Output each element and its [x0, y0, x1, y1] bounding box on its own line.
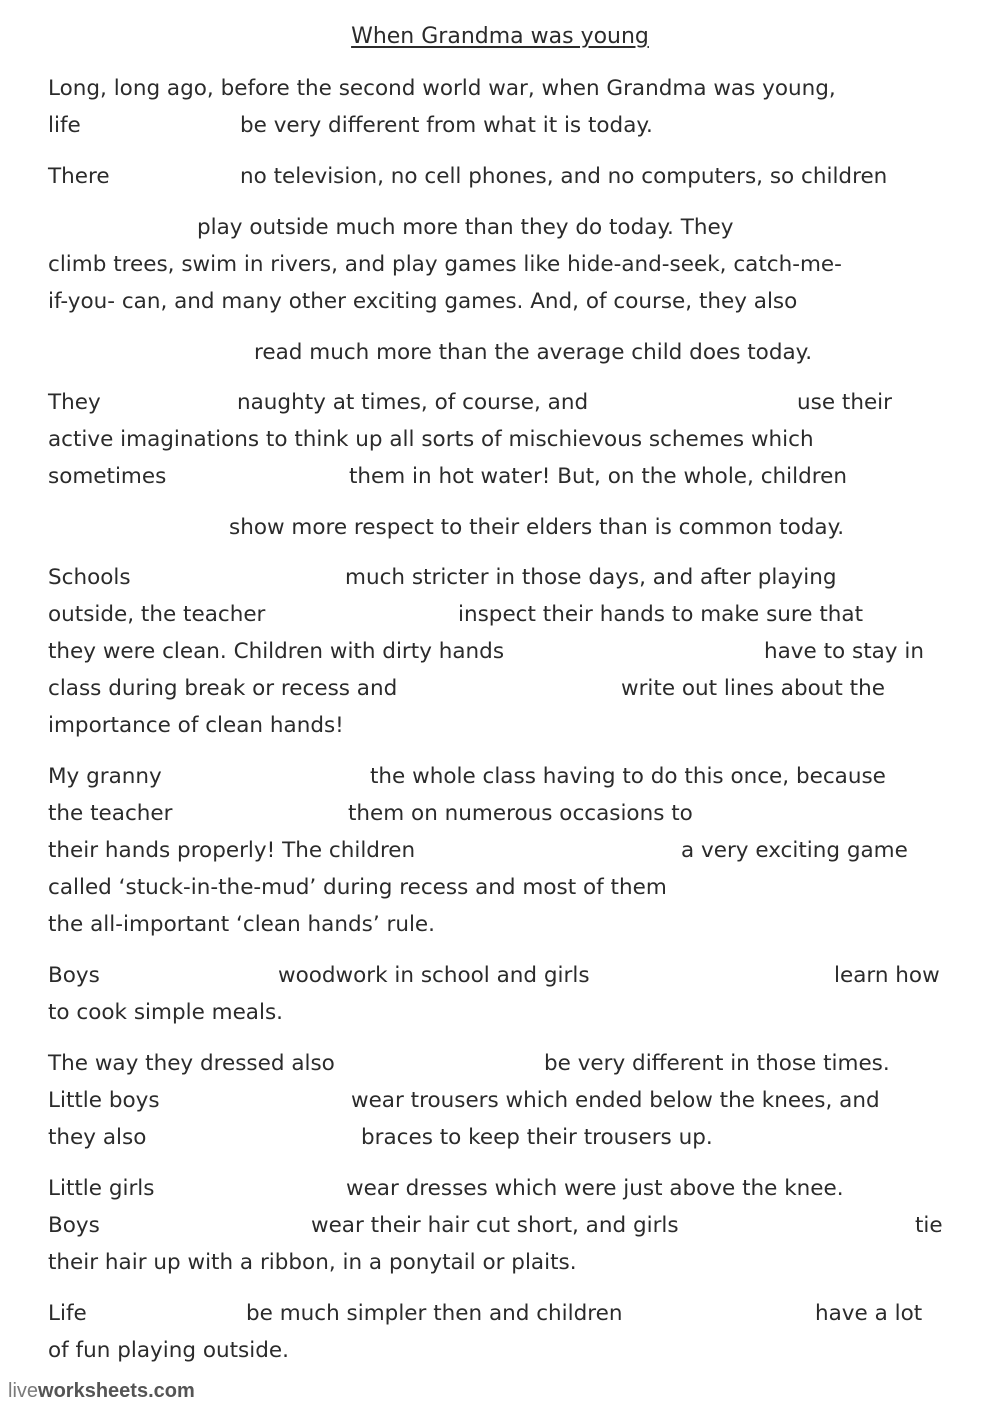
text-segment: they were clean. Children with dirty hands [48, 639, 505, 664]
answer-blank-15[interactable] [190, 796, 346, 834]
text-segment: the whole class having to do this once, because [370, 764, 886, 789]
text-line: read much more than the average child does today. [254, 340, 813, 365]
answer-blank-5[interactable] [48, 335, 252, 373]
text-segment: have a lot [815, 1301, 923, 1326]
logo-text-light: live [8, 1380, 39, 1402]
text-segment: class during break or recess and [48, 676, 398, 701]
text-segment: use their [797, 390, 892, 415]
text-segment: inspect their hands to make sure that [458, 602, 864, 627]
text-segment: wear their hair cut short, and girls [311, 1213, 679, 1238]
text-segment: life [48, 113, 81, 138]
answer-blank-22[interactable] [176, 1083, 348, 1121]
text-segment: Boys [48, 963, 100, 988]
answer-blank-19[interactable] [108, 958, 276, 996]
text-line: play outside much more than they do today. They [197, 215, 734, 240]
answer-blank-7[interactable] [628, 385, 796, 423]
text-segment: much stricter in those days, and after playing [345, 565, 837, 590]
answer-blank-17[interactable] [456, 833, 678, 871]
text-segment: sometimes [48, 464, 167, 489]
answer-blank-21[interactable] [368, 1046, 542, 1084]
text-segment: their hands properly! The children [48, 838, 416, 863]
text-segment: be very different from what it is today. [240, 113, 653, 138]
answer-blank-23[interactable] [160, 1120, 358, 1158]
answer-blank-13[interactable] [438, 671, 618, 709]
text-line: show more respect to their elders than is common today. [229, 515, 845, 540]
text-line: the all-important ‘clean hands’ rule. [48, 912, 435, 937]
text-line: of fun playing outside. [48, 1338, 289, 1363]
text-segment: no television, no cell phones, and no computers, so children [240, 164, 888, 189]
text-line: if-you- can, and many other exciting games. And, of course, they also [48, 289, 798, 314]
answer-blank-1[interactable] [92, 108, 238, 146]
text-segment: the teacher [48, 801, 173, 826]
text-segment: Little boys [48, 1088, 160, 1113]
answer-blank-6[interactable] [110, 385, 236, 423]
text-line: to cook simple meals. [48, 1000, 283, 1025]
logo-text-bold: worksheets [38, 1380, 149, 1402]
answer-blank-4[interactable] [792, 210, 956, 248]
text-segment: tie [915, 1213, 943, 1238]
answer-blank-18[interactable] [734, 870, 938, 908]
answer-blank-2[interactable] [120, 159, 238, 197]
answer-blank-25[interactable] [108, 1208, 308, 1246]
answer-blank-28[interactable] [664, 1296, 814, 1334]
answer-blank-27[interactable] [94, 1296, 244, 1334]
page-title: When Grandma was young [351, 24, 649, 49]
text-segment: Life [48, 1301, 87, 1326]
liveworksheets-logo [8, 1380, 195, 1403]
text-segment: a very exciting game [681, 838, 908, 863]
answer-blank-14[interactable] [178, 759, 368, 797]
text-line: called ‘stuck-in-the-mud’ during recess and most of them [48, 875, 667, 900]
text-line: climb trees, swim in rivers, and play games like hide-and-seek, catch-me- [48, 252, 842, 277]
text-segment: learn how [834, 963, 940, 988]
text-line: importance of clean hands! [48, 713, 344, 738]
answer-blank-20[interactable] [626, 958, 832, 996]
answer-blank-24[interactable] [170, 1171, 344, 1209]
answer-blank-10[interactable] [144, 560, 344, 598]
text-segment: be very different in those times. [544, 1051, 890, 1076]
logo-text-suffix: .com [148, 1380, 195, 1402]
text-segment: outside, the teacher [48, 602, 266, 627]
text-segment: they also [48, 1125, 147, 1150]
text-segment: wear trousers which ended below the knees, and [351, 1088, 880, 1113]
text-line: their hair up with a ribbon, in a ponytail or plaits. [48, 1250, 577, 1275]
text-segment: The way they dressed also [48, 1051, 335, 1076]
text-segment: write out lines about the [621, 676, 885, 701]
text-line: Long, long ago, before the second world war, when Grandma was young, [48, 76, 836, 101]
text-segment: Little girls [48, 1176, 155, 1201]
text-segment: woodwork in school and girls [278, 963, 590, 988]
text-segment: naughty at times, of course, and [237, 390, 589, 415]
text-segment: My granny [48, 764, 162, 789]
text-segment: braces to keep their trousers up. [361, 1125, 713, 1150]
text-line: active imaginations to think up all sorts of mischievous schemes which [48, 427, 814, 452]
answer-blank-26[interactable] [722, 1208, 912, 1246]
text-segment: Boys [48, 1213, 100, 1238]
text-segment: be much simpler then and children [246, 1301, 623, 1326]
answer-blank-8[interactable] [180, 459, 348, 497]
answer-blank-11[interactable] [292, 597, 456, 635]
answer-blank-3[interactable] [48, 210, 196, 248]
text-segment: have to stay in [764, 639, 924, 664]
answer-blank-12[interactable] [556, 634, 762, 672]
text-segment: Schools [48, 565, 131, 590]
text-segment: wear dresses which were just above the knee. [346, 1176, 844, 1201]
answer-blank-9[interactable] [48, 510, 228, 548]
text-segment: them on numerous occasions to [348, 801, 693, 826]
answer-blank-16[interactable] [730, 796, 934, 834]
text-segment: them in hot water! But, on the whole, children [349, 464, 847, 489]
text-segment: There [48, 164, 110, 189]
text-segment: They [48, 390, 101, 415]
